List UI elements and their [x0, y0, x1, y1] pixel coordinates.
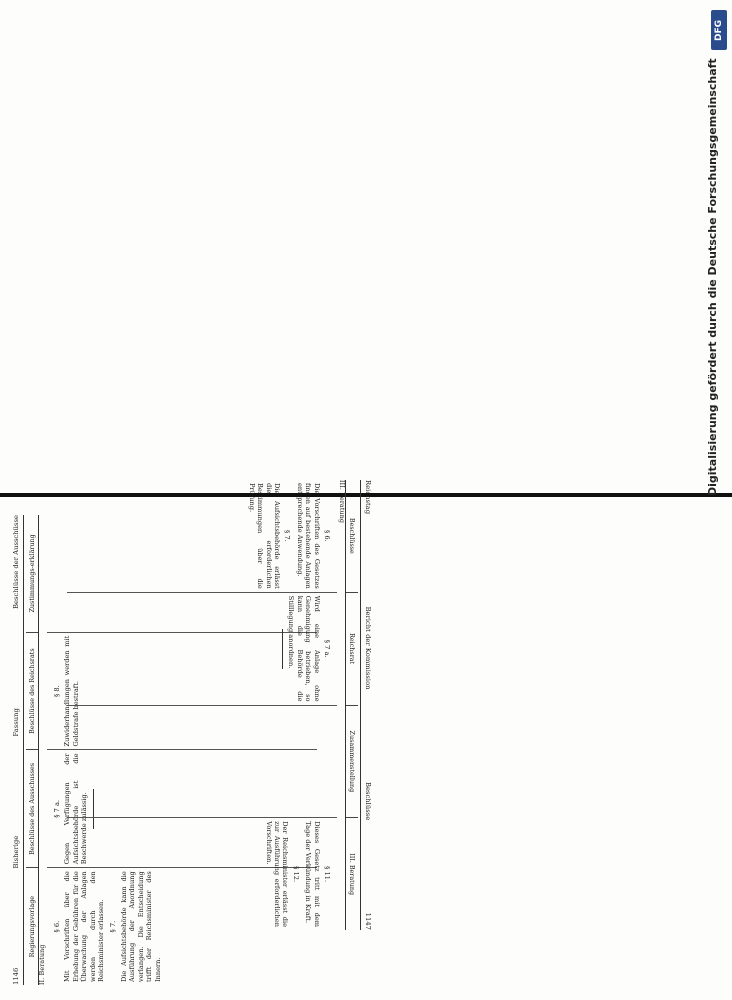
right-subheading: III. Beratung: [338, 480, 346, 524]
right-page: [42, 480, 372, 930]
section-number: § 7.: [283, 530, 292, 542]
right-body-col-1: [67, 480, 337, 593]
section-number: § 6.: [323, 530, 332, 542]
section-text: Die Aufsichtsbehörde kann die Ausführung der Anordnung verlangen. Die Entscheidung trifft der Reichsminister des Innern.: [119, 871, 162, 982]
section-number: § 8.: [52, 685, 61, 697]
left-column-headers: [26, 515, 39, 985]
left-col-0: Regierungsvorlage: [26, 867, 38, 985]
right-page-header: [360, 480, 372, 930]
section-text: Die Vorschriften des Gesetzes finden auf bestehende Anlagen entsprechende Anwendung.: [295, 483, 321, 589]
right-header-left: Reichstag: [364, 480, 372, 515]
dfg-caption: Digitalisierung gefördert durch die Deutsche Forschungsgemeinschaft: [706, 58, 719, 496]
section-text: Die Aufsichtsbehörde erlässt die erforderlichen Bestimmungen über die Prüfung.: [247, 483, 281, 589]
right-header-center: Bericht der Kommission: [364, 606, 372, 690]
left-header-center: Fassung: [12, 708, 20, 737]
left-page-number: 1146: [12, 967, 20, 985]
right-col-1: Reichsrat: [346, 593, 358, 706]
left-col-2: Beschlüsse des Reichsrats: [26, 632, 38, 750]
section-number: § 12.: [291, 866, 300, 883]
right-body-col-3: [67, 706, 337, 819]
right-col-0: Beschlüsse: [346, 480, 358, 593]
left-header-right: Beschlüsse der Ausschüsse: [12, 515, 20, 610]
right-column-headers: [345, 480, 358, 930]
left-header-left: Bisherige: [12, 835, 20, 869]
left-page-header: [12, 515, 24, 985]
section-text: Gegen Verfügungen der Aufsichtsbehörde ist die Beschwerde zulässig.: [63, 753, 89, 865]
section-text: Dieses Gesetz tritt mit dem Tage der Verkündung in Kraft.: [304, 821, 321, 927]
right-col-2: Zusammenstellung: [346, 706, 358, 819]
section-text: Wird eine Anlage ohne Genehmigung betrieben, so kann die Behörde die Stilllegung anordnen.: [287, 595, 321, 702]
section-text: Der Reichsminister erlässt die zur Ausführung erforderlichen Vorschriften.: [264, 821, 290, 927]
right-body-col-2: [67, 593, 337, 706]
right-body-col-4: [67, 818, 337, 930]
left-subheading: II. Beratung: [38, 944, 46, 985]
dfg-logo-icon: DFG: [711, 10, 727, 50]
divider: [282, 629, 283, 669]
right-page-number: 1147: [364, 912, 372, 930]
left-col-1: Beschlüsse des Ausschusses: [26, 750, 38, 868]
left-col-3: Zustimmungs-erklärung: [27, 534, 36, 613]
section-number: § 7 a.: [323, 639, 332, 658]
section-text: Mit Vorschriften über die Erhebung der Gebühren für die Überwachung der Anlagen werden durch den Reichsminister erlassen.: [63, 871, 105, 982]
section-text: Zuwiderhandlungen werden mit Geldstrafe bestraft.: [63, 635, 80, 747]
section-number: § 11.: [323, 866, 332, 883]
right-body: [67, 480, 337, 930]
section-number: § 7.: [109, 920, 118, 933]
right-col-3: III. Beratung: [348, 853, 357, 896]
right-header-right: Beschlüsse: [364, 781, 372, 821]
section-number: § 6.: [52, 920, 61, 933]
section-number: § 7 a.: [52, 800, 61, 818]
